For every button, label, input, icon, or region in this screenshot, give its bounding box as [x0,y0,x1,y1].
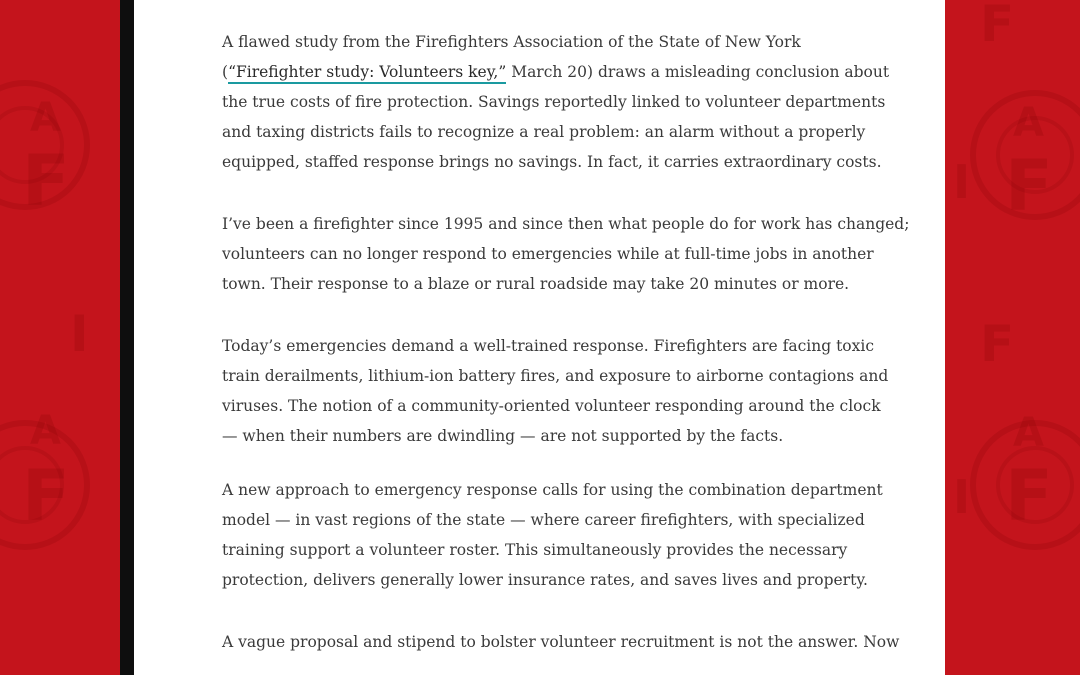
emblem-letter: A [1013,100,1044,146]
text-line: I’ve been a firefighter since 1995 and since then what people do for work has changed; [222,215,910,233]
emblem-letter: F [980,0,1015,53]
text-line: train derailments, lithium-ion battery fires, and exposure to airborne contagions and [222,367,889,385]
text-line: training support a volunteer roster. This simultaneously provides the necessary [222,541,848,559]
card-shadow-strip [120,0,134,675]
text-line: town. Their response to a blaze or rural roadside may take 20 minutes or more. [222,275,850,293]
open-paren: ( [222,63,229,81]
emblem-letter: I [953,155,971,209]
emblem-letter: A [1013,410,1044,456]
study-headline-link[interactable]: “Firefighter study: Volunteers key,” [228,63,506,84]
article-card [134,0,945,675]
text-line: model — in vast regions of the state — where career firefighters, with specialized [222,511,865,529]
text-line: equipped, staffed response brings no savings. In fact, it carries extraordinary costs. [222,153,882,171]
text-line: volunteers can no longer respond to emergencies while at full-time jobs in another [222,245,874,263]
text-line: — when their numbers are dwindling — are not supported by the facts. [222,427,784,445]
paragraph-2 [222,209,910,299]
emblem-letter: F [1005,145,1053,227]
emblem-letter: F [1005,455,1053,537]
text-line: viruses. The notion of a community-oriented volunteer responding around the clock [222,397,881,415]
text-line: Today’s emergencies demand a well-trained response. Firefighters are facing toxic [222,337,875,355]
text-fragment: March 20) draws a misleading conclusion about [506,63,890,81]
text-line: and taxing districts fails to recognize a real problem: an alarm without a properly [222,123,866,141]
emblem-letter: I [70,305,89,363]
text-line: protection, delivers generally lower insurance rates, and saves lives and property. [222,571,868,589]
emblem-letter: A [30,408,61,454]
text-line: the true costs of fire protection. Savings reportedly linked to volunteer departments [222,93,886,111]
text-line [222,57,890,87]
article-body [222,27,910,675]
paragraph-5 [222,627,900,657]
paragraph-4 [222,475,883,595]
emblem-letter: F [22,455,70,537]
background-pattern-left [0,0,120,675]
emblem-letter: A [30,95,61,141]
text-line: A vague proposal and stipend to bolster volunteer recruitment is not the answer. Now [222,633,900,651]
paragraph-1 [222,27,890,177]
text-line: A flawed study from the Firefighters Association of the State of New York [222,33,801,51]
text-line: A new approach to emergency response calls for using the combination department [222,481,883,499]
background-pattern-right [945,0,1080,675]
emblem-letter: F [22,140,70,222]
emblem-letter: F [980,315,1015,373]
paragraph-3 [222,331,889,451]
emblem-letter: I [953,470,971,524]
